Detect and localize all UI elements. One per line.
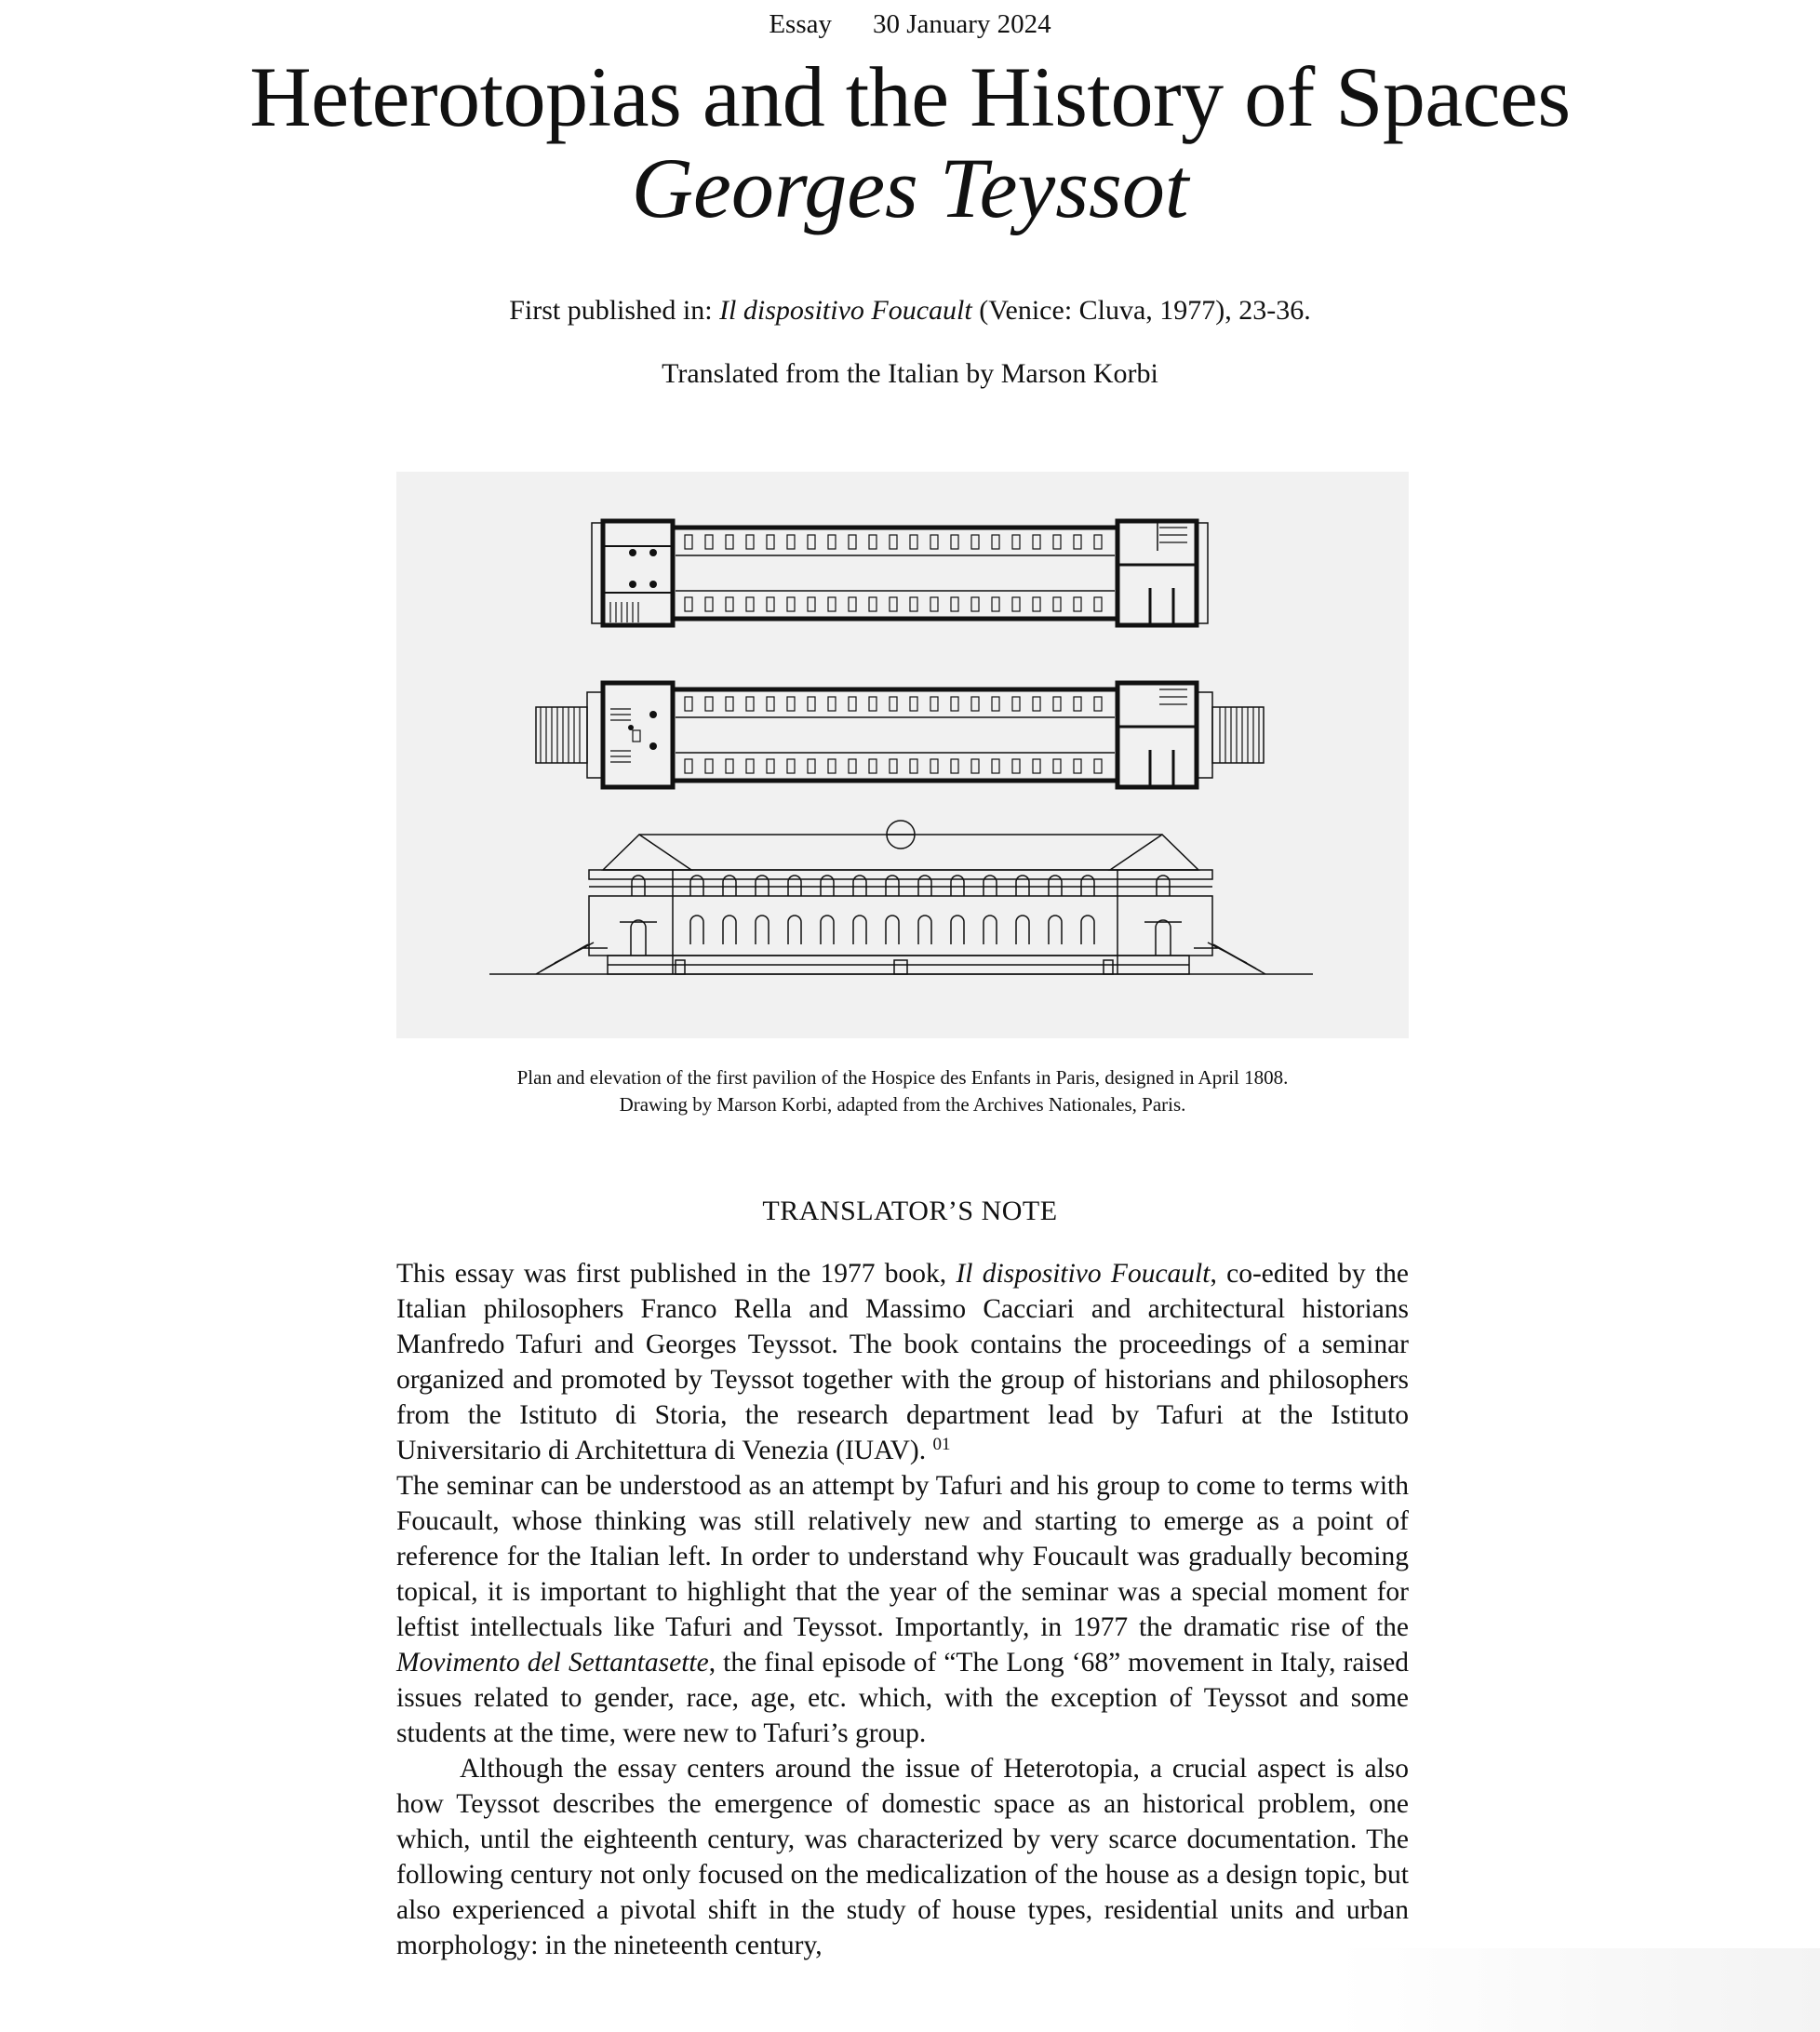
architectural-drawing [396,472,1409,1038]
article-author: Georges Teyssot [631,140,1189,235]
figure-caption [396,1064,1409,1118]
paragraph-2-text-c: , the final episode of “The Long ‘68” movement in Italy, raised issues related to gender, race, age, etc. which, with the exception of Teyssot and some students at the time, were new to Tafuri’s group. [396,1648,1409,1748]
plan-elevation-illustration [396,472,1409,1038]
article-title: Heterotopias and the History of Spaces [249,49,1571,144]
footnote-ref[interactable]: 01 [932,1435,951,1454]
article-category[interactable]: Essay [769,9,832,39]
caption-line-1: Plan and elevation of the first pavilion of the Hospice des Enfants in Paris, designed in April 1808. [516,1066,1289,1089]
article-meta [0,7,1820,41]
paragraph-2 [396,1468,1409,1751]
article-date: 30 January 2024 [872,9,1051,39]
paragraph-1 [396,1256,1409,1468]
paragraph-2-text-a: The seminar can be understood as an attempt by Tafuri and his group to come to terms with Foucault, whose thinking was still relatively new and starting to emerge as a point of reference for the Italian left. In order to understand why Foucault was gradually becoming topical, it is important to highlight that the year of the seminar was a special moment for leftist intellectuals like Tafuri and Teyssot. Importantly, in 1977 the dramatic rise of the [396,1471,1409,1642]
translator-credit: Translated from the Italian by Marson Korbi [662,358,1158,389]
paragraph-1-text-c: , co-edited by the Italian philosophers Franco Rella and Massimo Cacciari and architectural historians Manfredo Tafuri and Georges Teyssot. The book contains the proceedings of a seminar organized and promoted by Teyssot together with the group of historians and philosophers from the Istituto di Storia, the research department lead by Tafuri at the Istituto Universitario di Architettura di Venezia (IUAV). [396,1259,1409,1465]
paragraph-3: Although the essay centers around the issue of Heterotopia, a crucial aspect is also how Teyssot describes the emergence of domestic space as an historical problem, one which, until the eighteenth century, was characterized by very scarce documentation. The following century not only focused on the medicalization of the house as a design topic, but also experienced a pivotal shift in the study of house types, residential units and urban morphology: in the nineteenth century, [396,1754,1409,1960]
publication-book-title: Il dispositivo Foucault [719,295,972,326]
caption-line-2: Drawing by Marson Korbi, adapted from the Archives Nationales, Paris. [619,1093,1186,1116]
publication-suffix: (Venice: Cluva, 1977), 23-36. [971,295,1311,326]
movement-name-emphasis: Movimento del Settantasette [396,1648,709,1678]
book-title-emphasis: Il dispositivo Foucault [956,1259,1211,1289]
article-body [396,1256,1409,1963]
section-heading: TRANSLATOR’S NOTE [762,1196,1058,1226]
publication-info [0,292,1820,329]
publication-prefix: First published in: [509,295,720,326]
page-edge-shadow [1336,1948,1820,2032]
paragraph-1-text-a: This essay was first published in the 1977 book, [396,1259,957,1289]
